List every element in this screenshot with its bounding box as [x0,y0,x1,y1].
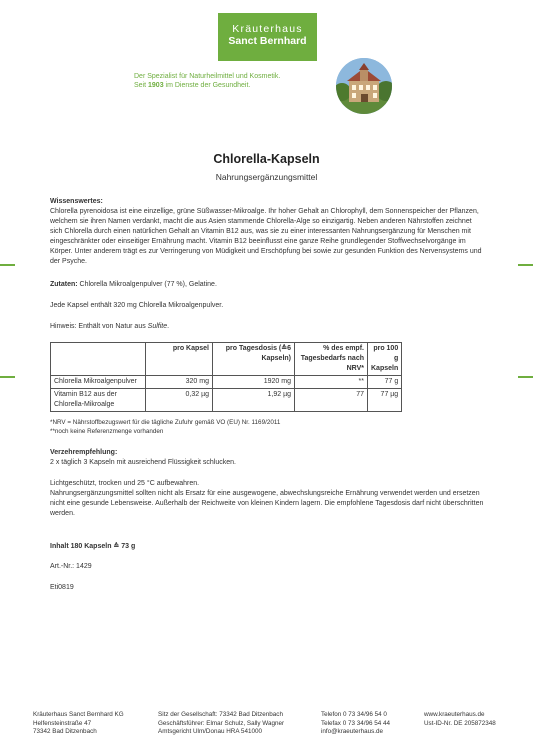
table-cell: 1,92 µg [213,389,295,412]
table-cell: 1920 mg [213,376,295,389]
logo-line-2: Sanct Bernhard [228,35,307,47]
kapsel-info: Jede Kapsel enthält 320 mg Chlorella Mikroalgenpulver. [50,302,224,309]
table-row [51,376,402,389]
hinweis-suffix: . [167,323,170,330]
building-photo [336,58,392,114]
tagline-line-2 [134,81,280,90]
footer-company [33,711,124,737]
table-cell: 77 µg [368,389,402,412]
verzehr-heading: Verzehrempfehlung: [50,449,118,456]
verzehr-text: 2 x täglich 3 Kapseln mit ausreichend Flüssigkeit schlucken. [50,459,236,466]
table-header-cell [51,343,146,376]
inhalt [50,542,486,552]
logo-line-1: Kräuterhaus [232,23,303,35]
footer-fax: Telefax 0 73 34/96 54 44 [321,719,390,727]
footer-line: 73342 Bad Ditzenbach [33,728,97,735]
eti-code: Eti0819 [50,584,74,591]
footer-email-link[interactable]: info@kraeuterhaus.de [321,728,384,735]
table-footnotes [50,418,486,436]
footer-website-link[interactable]: www.kraeuterhaus.de [424,711,485,718]
warnung-text: Nahrungsergänzungsmittel sollten nicht als Ersatz für eine ausgewogene, abwechslungsreiche Ernährung verwendet werden und ersetzen nicht eine gesunde Lebensweise. Außerhalb der Reichweite von kleinen Kindern lagern. Die empfohlene Tagesdosis darf nicht überschritten werden. [50,490,484,517]
verzehr-section [50,448,486,468]
zutaten-label: Zutaten: [50,281,78,288]
brand-logo [218,13,317,61]
fold-mark-left-2 [0,376,15,378]
footer-contact [321,711,390,737]
table-header-cell: pro Tagesdosis (≙6 Kapseln) [213,343,295,376]
tagline [134,72,280,90]
zutaten-section [50,280,486,290]
hinweis-prefix: Hinweis: Enthält von Natur aus [50,323,148,330]
inhalt-text: Inhalt 180 Kapseln ≙ 73 g [50,543,136,550]
footer-web [424,711,496,728]
table-cell: 0,32 µg [146,389,213,412]
table-cell: ** [295,376,368,389]
table-cell: 320 mg [146,376,213,389]
footnote-nrv: *NRV = Nährstoffbezugswert für die tägliche Zufuhr gemäß VO (EU) Nr. 1169/2011 [50,419,281,426]
tagline-prefix: Seit [134,82,149,89]
wissenswertes-text: Chlorella pyrenoidosa ist eine einzellige, grüne Süßwasser-Mikroalge. Ihr hoher Gehalt an Chlorophyll, dem Sonnenspeicher der Pflanzen, welchem sie ihren Namen verdankt, macht die aus Asien stammende Chlorella-Alge so einzigartig. Neben anderen Nährstoffen zeichnet sich Chlorella durch einen natürlichen Gehalt an Vitamin B12 aus, was sie zu einer interessanten Nahrungsergänzung für Menschen mit eingeschränkter oder einseitiger Ernährung macht. Vitamin B12 beeinflusst eine ganze Reihe grundlegender Stoffwechselvorgänge im Körper. Unter anderem trägt es zur Verringerung von Müdigkeit und Erschöpfung bei sowie zur gesunden Funktion des Nervensystems und der Psyche. [50,208,482,265]
artikel-nummer: Art.-Nr.: 1429 [50,563,92,570]
product-title: Chlorella-Kapseln [213,152,320,166]
footnote-reference: **noch keine Referenzmenge vorhanden [50,428,164,435]
footer-legal [158,711,284,737]
footer-line: Helfensteinstraße 47 [33,719,92,727]
wissenswertes-heading: Wissenswertes: [50,198,103,205]
table-header-cell: pro Kapsel [146,343,213,376]
wissenswertes-section [50,197,486,267]
nutrition-table [50,342,402,412]
footer-line: Geschäftsführer: Elmar Schulz, Sally Wagner [158,719,285,727]
footer-line: Amtsgericht Ulm/Donau HRA 541000 [158,728,262,735]
footer-line: Kräuterhaus Sanct Bernhard KG [33,711,124,718]
hinweis-section [50,322,486,332]
product-subtitle: Nahrungsergänzungsmittel [215,172,318,182]
footer-vat-id: Ust-ID-Nr. DE 205872348 [424,719,496,727]
table-cell: 77 [295,389,368,412]
hinweis-allergen: Sulfite [147,323,168,330]
footer-line: Sitz der Gesellschaft: 73342 Bad Ditzenbach [158,711,283,718]
lagerung-text: Lichtgeschützt, trocken und 25 °C aufbewahren. [50,480,200,487]
fold-mark-right-2 [518,376,533,378]
table-row [51,389,402,412]
warn-section [50,479,486,519]
table-header-cell: pro 100 g Kapseln [368,343,402,376]
tagline-year: 1903 [148,82,164,89]
table-header-cell: % des empf. Tagesbedarfs nach NRV* [295,343,368,376]
fold-mark-right-1 [518,264,533,266]
tagline-suffix: im Dienste der Gesundheit. [163,82,251,89]
table-cell: 77 g [368,376,402,389]
table-header-row [51,343,402,376]
fold-mark-left-1 [0,264,15,266]
table-cell: Chlorella Mikroalgenpulver [51,376,146,389]
footer-phone: Telefon 0 73 34/96 54 0 [321,711,387,718]
tagline-line-1: Der Spezialist für Naturheilmittel und Kosmetik. [134,73,281,80]
zutaten-text: Chlorella Mikroalgenpulver (77 %), Gelatine. [77,281,217,288]
table-cell: Vitamin B12 aus der Chlorella-Mikroalge [51,389,146,412]
